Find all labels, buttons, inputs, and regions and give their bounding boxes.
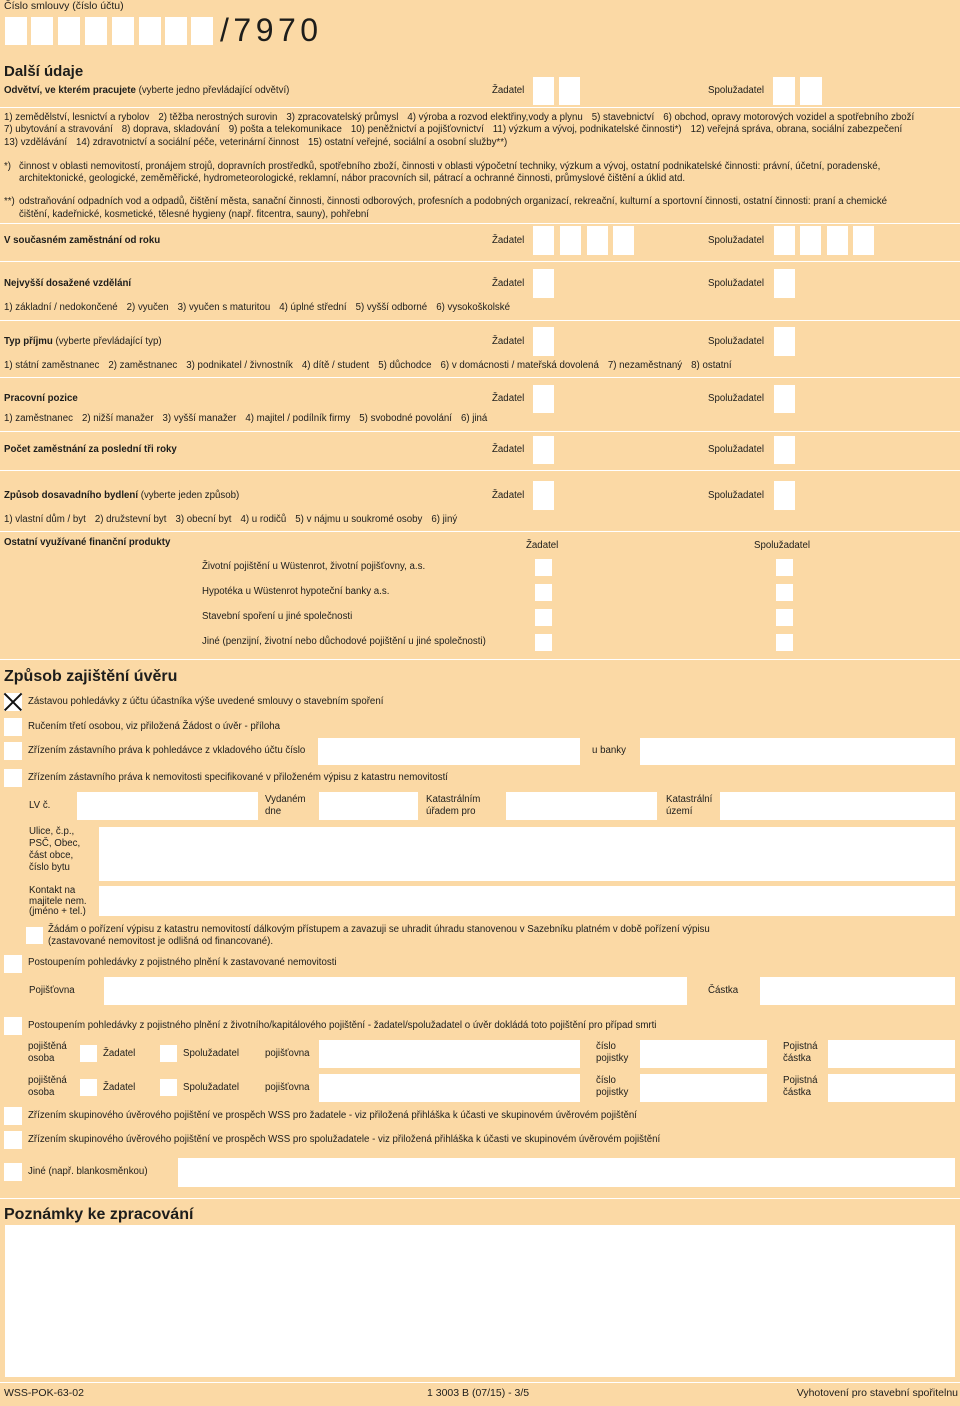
position-co-applicant-box[interactable] [774, 385, 795, 413]
footnote-text: čištění, kadeřnické, kosmetické, tělesné hygieny (např. fitcentra, sauny), pohřební [19, 209, 370, 220]
income-type-label-bold: Typ příjmu [4, 336, 53, 347]
education-label: Nejvyšší dosažené vzdělání [4, 278, 132, 289]
applicant-label: Žadatel [492, 235, 525, 246]
extract-request-checkbox[interactable] [26, 927, 43, 944]
housing-applicant-box[interactable] [533, 481, 554, 510]
lv-label: LV č. [29, 800, 51, 811]
industry-option: 10) peněžnictví a pojišťovnictví [350, 124, 484, 135]
sum-insured-line: Pojistná [783, 1075, 818, 1086]
insured-applicant-checkbox[interactable] [80, 1045, 97, 1062]
product-co-applicant-checkbox[interactable] [776, 634, 793, 651]
owner-contact-line: (jméno + tel.) [29, 906, 86, 917]
guarantee-checkbox[interactable] [4, 718, 22, 736]
insurer-label: Pojišťovna [29, 985, 75, 996]
divider [0, 470, 960, 471]
cadastral-area-line: Katastrální [666, 794, 713, 805]
industry-option: 11) výzkum a vývoj, podnikatelské činnosti*) [492, 124, 682, 135]
policy-number-line: číslo [596, 1041, 616, 1052]
cadastral-area-line: území [666, 806, 693, 817]
divider [0, 261, 960, 262]
extract-request-line: (zastavované nemovitost je odlišná od financované). [48, 936, 274, 947]
employment-year-applicant-box[interactable] [560, 226, 581, 255]
industry-option: 15) ostatní veřejné, sociální a osobní služby**) [307, 137, 508, 148]
employment-year-co-applicant-box[interactable] [853, 226, 874, 255]
industry-option: 9) pošta a telekomunikace [228, 124, 342, 135]
income-type-option: 3) podnikatel / živnostník [186, 360, 293, 371]
other-products-label: Ostatní využívané finanční produkty [4, 537, 171, 548]
education-option: 1) základní / nedokončené [4, 302, 118, 313]
cadastral-office-field[interactable] [506, 792, 657, 820]
product-applicant-checkbox[interactable] [535, 559, 552, 576]
owner-contact-line: majitele nem. [29, 895, 87, 907]
sum-insured-line: částka [783, 1087, 811, 1098]
contract-number-suffix: /7970 [220, 12, 323, 48]
industry-option: 2) těžba nerostných surovin [158, 112, 278, 123]
policy-number-line: pojistky [596, 1087, 629, 1098]
policy-number-label [596, 1075, 628, 1099]
amount-field[interactable] [760, 977, 955, 1005]
industry-option: 12) veřejná správa, obrana, sociální zabezpečení [690, 124, 903, 135]
divider [0, 1198, 960, 1199]
other-security-field[interactable] [178, 1158, 955, 1187]
applicant-label: Žadatel [492, 444, 525, 455]
contract-digit-box[interactable] [139, 17, 161, 45]
security-title: Způsob zajištění úvěru [4, 668, 178, 685]
job-count-co-applicant-box[interactable] [774, 436, 795, 464]
life-insurance-label: Postoupením pohledávky z pojistného plnění z životního/kapitálového pojištění - žadatel/spolužadatel o úvěr dokládá toto pojištění pro případ smrti [28, 1020, 657, 1031]
housing-options [4, 514, 466, 526]
industry-option: 6) obchod, opravy motorových vozidel a spotřebního zboží [663, 112, 915, 123]
industry-options-line [4, 124, 911, 136]
pledge-account-checkbox[interactable] [4, 693, 22, 711]
divider [0, 320, 960, 321]
owner-contact-label [29, 886, 87, 918]
policy-number-line: číslo [596, 1075, 616, 1086]
owner-contact-field[interactable] [99, 886, 955, 916]
employment-year-applicant-box[interactable] [587, 226, 608, 255]
industry-option: 3) zpracovatelský průmysl [286, 112, 399, 123]
divider [0, 431, 960, 432]
housing-label-bold: Způsob dosavadního bydlení [4, 490, 139, 501]
industry-option: 13) vzdělávání [4, 137, 68, 148]
income-type-option: 2) zaměstnanec [108, 360, 178, 371]
job-count-applicant-box[interactable] [533, 436, 554, 464]
industry-option: 1) zemědělství, lesnictví a rybolov [4, 112, 150, 123]
product-item-label: Stavební spoření u jiné společnosti [202, 611, 353, 622]
footnote-text: činnost v oblasti nemovitostí, pronájem strojů, dopravních prostředků, spotřebního zboží, činnosti v oblasti výpočetní techniky, výzkum a vývoj, ostatní podnikatelské činnosti: právní, účetní, poradenské, [19, 161, 881, 172]
education-option: 5) vyšší odborné [355, 302, 428, 313]
contract-number-label: Číslo smlouvy (číslo účtu) [4, 0, 124, 12]
position-applicant-box[interactable] [533, 385, 554, 413]
life-insurer-field[interactable] [319, 1074, 580, 1102]
address-field[interactable] [99, 827, 955, 881]
product-item-label: Jiné (penzijní, životní nebo důchodové pojištění u jiné společnosti) [202, 636, 486, 647]
life-insurance-checkbox[interactable] [4, 1017, 22, 1035]
co-applicant-label: Spolužadatel [708, 85, 765, 96]
housing-option: 1) vlastní dům / byt [4, 514, 86, 525]
group-insurance-co-applicant-checkbox[interactable] [4, 1131, 22, 1149]
employment-year-co-applicant-box[interactable] [774, 226, 795, 255]
contract-digit-box[interactable] [58, 17, 80, 45]
industry-applicant-box[interactable] [533, 77, 554, 105]
income-type-option: 6) v domácnosti / mateřská dovolená [440, 360, 599, 371]
position-option: 3) vyšší manažer [162, 413, 237, 424]
housing-option: 2) družstevní byt [94, 514, 167, 525]
income-type-option: 1) státní zaměstnanec [4, 360, 100, 371]
divider [0, 531, 960, 532]
income-type-option: 7) nezaměstnaný [607, 360, 683, 371]
insured-applicant-label: Žadatel [103, 1048, 136, 1059]
housing-option: 3) obecní byt [175, 514, 232, 525]
applicant-label: Žadatel [492, 393, 525, 404]
income-type-applicant-box[interactable] [533, 327, 554, 356]
education-co-applicant-box[interactable] [774, 269, 795, 298]
sum-insured-field[interactable] [828, 1074, 955, 1102]
contract-digit-box[interactable] [165, 17, 187, 45]
applicant-label: Žadatel [492, 85, 525, 96]
contract-digit-box[interactable] [5, 17, 27, 45]
property-insurance-label: Postoupením pohledávky z pojistného plnění k zastavované nemovitosti [28, 957, 337, 968]
education-option: 4) úplné střední [279, 302, 347, 313]
co-applicant-label: Spolužadatel [708, 336, 765, 347]
section-title: Další údaje [4, 63, 84, 80]
income-type-option: 4) dítě / student [301, 360, 370, 371]
notes-field[interactable] [5, 1225, 955, 1377]
policy-number-field[interactable] [640, 1074, 767, 1102]
owner-contact-line: Kontakt na [29, 885, 76, 896]
contract-digit-box[interactable] [31, 17, 53, 45]
industry-option: 8) doprava, skladování [121, 124, 220, 135]
issued-on-field[interactable] [319, 792, 418, 820]
insured-person-label [28, 1075, 67, 1099]
other-security-label: Jiné (např. blankosměnkou) [28, 1166, 148, 1177]
contract-digit-box[interactable] [191, 17, 213, 45]
address-line: PSČ, Obec, [29, 838, 81, 849]
sum-insured-field[interactable] [828, 1040, 955, 1068]
position-option: 2) nižší manažer [81, 413, 154, 424]
product-co-applicant-checkbox[interactable] [776, 559, 793, 576]
contract-digit-box[interactable] [112, 17, 134, 45]
product-applicant-checkbox[interactable] [535, 634, 552, 651]
housing-hint: (vyberte jeden způsob) [138, 490, 240, 501]
insured-person-line: pojištěná [28, 1041, 67, 1052]
position-options [4, 413, 496, 425]
footnote-mark: **) [4, 196, 15, 207]
insured-co-applicant-checkbox[interactable] [160, 1079, 177, 1096]
applicant-label: Žadatel [492, 336, 525, 347]
education-option: 2) vyučen [126, 302, 169, 313]
cadastral-office-line: Katastrálním [426, 794, 481, 805]
income-type-options [4, 360, 741, 372]
cadastral-office-label [426, 794, 480, 818]
industry-options-line [4, 112, 923, 124]
education-options [4, 302, 519, 314]
insurer-field[interactable] [104, 977, 687, 1005]
product-applicant-checkbox[interactable] [535, 609, 552, 626]
employment-since-label: V současném zaměstnání od roku [4, 235, 161, 246]
guarantee-label: Ručením třetí osobou, viz přiložená Žádost o úvěr - příloha [28, 721, 280, 732]
housing-option: 6) jiný [431, 514, 458, 525]
address-line: číslo bytu [29, 862, 70, 873]
applicant-label: Žadatel [492, 278, 525, 289]
deposit-account-field[interactable] [318, 738, 580, 765]
education-applicant-box[interactable] [533, 269, 554, 298]
insured-person-line: osoba [28, 1087, 55, 1098]
industry-label [4, 85, 289, 97]
cadastral-area-field[interactable] [720, 792, 955, 820]
footnote-text: odstraňování odpadních vod a odpadů, čištění města, sanační činnosti, činnosti odborových, profesních a podobných organizací, rekreační, kulturní a sportovní činnosti, ostatní činnosti: praní a chemické [19, 196, 888, 207]
deposit-label: Zřízením zástavního práva k pohledávce z vkladového účtu číslo [28, 745, 306, 756]
amount-label: Částka [708, 985, 739, 996]
sum-insured-line: částka [783, 1053, 811, 1064]
real-estate-label: Zřízením zástavního práva k nemovitosti specifikované v přiloženém výpisu z katastru nemovitostí [28, 772, 448, 783]
product-item-label: Hypotéka u Wüstenrot hypoteční banky a.s. [202, 586, 390, 597]
group-insurance-applicant-label: Zřízením skupinového úvěrového pojištění ve prospěch WSS pro žadatele - viz přiložená přihláška k účasti ve skupinovém úvěrovém pojištění [28, 1110, 637, 1121]
life-insurer-label: pojišťovna [265, 1082, 310, 1093]
contract-digit-box[interactable] [85, 17, 107, 45]
co-applicant-label: Spolužadatel [708, 393, 765, 404]
position-option: 4) majitel / podílník firmy [245, 413, 351, 424]
education-option: 3) vyučen s maturitou [177, 302, 271, 313]
industry-option: 7) ubytování a stravování [4, 124, 113, 135]
income-type-hint: (vyberte převládající typ) [52, 336, 162, 347]
position-option: 6) jiná [460, 413, 488, 424]
industry-co-applicant-box[interactable] [800, 77, 822, 105]
pledge-account-label: Zástavou pohledávky z účtu účastníka výše uvedené smlouvy o stavebním spoření [28, 696, 384, 707]
address-label [29, 826, 80, 874]
job-count-label: Počet zaměstnání za poslední tři roky [4, 444, 177, 455]
real-estate-checkbox[interactable] [4, 769, 22, 787]
footer-form-code: WSS-POK-63-02 [4, 1387, 84, 1399]
employment-year-co-applicant-box[interactable] [827, 226, 848, 255]
co-applicant-label: Spolužadatel [708, 444, 765, 455]
product-applicant-checkbox[interactable] [535, 584, 552, 601]
housing-label [4, 490, 239, 502]
housing-option: 4) u rodičů [240, 514, 287, 525]
footnote-text: architektonické, geologické, zeměměřické, hydrometeorologické, reklamní, nábor pracovních sil, pátrací a ochranné činnosti, průmyslové čištění a úklid atd. [19, 173, 686, 184]
cadastral-office-line: úřadem pro [426, 806, 476, 817]
applicant-label: Žadatel [492, 490, 525, 501]
footer-copy-for: Vyhotovení pro stavební spořitelnu [796, 1387, 958, 1399]
insured-co-applicant-checkbox[interactable] [160, 1045, 177, 1062]
income-type-option: 8) ostatní [691, 360, 732, 371]
issued-on-line: Vydaném [265, 794, 306, 805]
position-option: 5) svobodné povolání [359, 413, 452, 424]
industry-options-line [4, 137, 516, 149]
life-insurer-label: pojišťovna [265, 1048, 310, 1059]
insured-person-line: pojištěná [28, 1075, 67, 1086]
sum-insured-line: Pojistná [783, 1041, 818, 1052]
co-applicant-label: Spolužadatel [708, 235, 765, 246]
employment-year-applicant-box[interactable] [613, 226, 634, 255]
bank-field[interactable] [640, 738, 955, 765]
lv-field[interactable] [77, 792, 258, 820]
divider [0, 659, 960, 660]
industry-hint: (vyberte jedno převládající odvětví) [135, 85, 290, 96]
income-type-option: 5) důchodce [378, 360, 432, 371]
product-item-label: Životní pojištění u Wüstenrot, životní pojišťovny, a.s. [202, 561, 426, 572]
sum-insured-label [783, 1041, 817, 1065]
issued-on-label [265, 794, 306, 818]
insured-person-line: osoba [28, 1053, 55, 1064]
other-security-checkbox[interactable] [4, 1163, 22, 1181]
cadastral-area-label [666, 794, 712, 818]
co-applicant-label: Spolužadatel [754, 540, 811, 551]
group-insurance-co-applicant-label: Zřízením skupinového úvěrového pojištění ve prospěch WSS pro spolužadatele - viz přiložená přihláška k účasti ve skupinovém úvěrovém pojištění [28, 1134, 661, 1145]
position-option: 1) zaměstnanec [4, 413, 73, 424]
co-applicant-label: Spolužadatel [708, 490, 765, 501]
education-option: 6) vysokoškolské [436, 302, 510, 313]
product-co-applicant-checkbox[interactable] [776, 609, 793, 626]
address-line: část obce, [29, 850, 74, 861]
product-co-applicant-checkbox[interactable] [776, 584, 793, 601]
life-insurer-field[interactable] [319, 1040, 580, 1068]
position-label: Pracovní pozice [4, 393, 78, 404]
income-type-co-applicant-box[interactable] [774, 327, 795, 356]
extract-request-line: Žádám o pořízení výpisu z katastru nemovitostí dálkovým přístupem a zavazuji se uhradit úhradu stanovenou v Sazebníku platném v době pořízení výpisu [48, 924, 710, 935]
issued-on-line: dne [265, 806, 282, 817]
group-insurance-applicant-checkbox[interactable] [4, 1107, 22, 1125]
insured-co-applicant-label: Spolužadatel [183, 1048, 240, 1059]
industry-option: 14) zdravotnictví a sociální péče, veterinární činnost [76, 137, 299, 148]
policy-number-field[interactable] [640, 1040, 767, 1068]
industry-option: 5) stavebnictví [591, 112, 655, 123]
insured-applicant-label: Žadatel [103, 1082, 136, 1093]
address-line: Ulice, č.p., [29, 826, 75, 837]
extract-request-text [48, 924, 710, 948]
divider [0, 223, 960, 224]
deposit-checkbox[interactable] [4, 742, 22, 760]
insured-person-label [28, 1041, 67, 1065]
bank-label: u banky [592, 745, 626, 756]
applicant-label: Žadatel [526, 540, 559, 551]
divider [0, 107, 960, 108]
housing-option: 5) v nájmu u soukromé osoby [295, 514, 423, 525]
industry-applicant-box[interactable] [559, 77, 580, 105]
employment-year-applicant-box[interactable] [533, 226, 554, 255]
divider [0, 377, 960, 378]
co-applicant-label: Spolužadatel [708, 278, 765, 289]
policy-number-line: pojistky [596, 1053, 629, 1064]
insured-applicant-checkbox[interactable] [80, 1079, 97, 1096]
housing-co-applicant-box[interactable] [774, 481, 795, 510]
footnote-mark: *) [4, 161, 11, 172]
policy-number-label [596, 1041, 628, 1065]
insured-co-applicant-label: Spolužadatel [183, 1082, 240, 1093]
employment-year-co-applicant-box[interactable] [800, 226, 821, 255]
divider [0, 1382, 960, 1383]
footer-doc-code: 1 3003 B (07/15) - 3/5 [427, 1387, 530, 1399]
notes-title: Poznámky ke zpracování [4, 1206, 194, 1223]
property-insurance-checkbox[interactable] [4, 955, 22, 973]
industry-co-applicant-box[interactable] [773, 77, 795, 105]
income-type-label [4, 336, 162, 348]
industry-label-bold: Odvětví, ve kterém pracujete [4, 85, 136, 96]
sum-insured-label [783, 1075, 817, 1099]
industry-option: 4) výroba a rozvod elektřiny,vody a plynu [407, 112, 583, 123]
